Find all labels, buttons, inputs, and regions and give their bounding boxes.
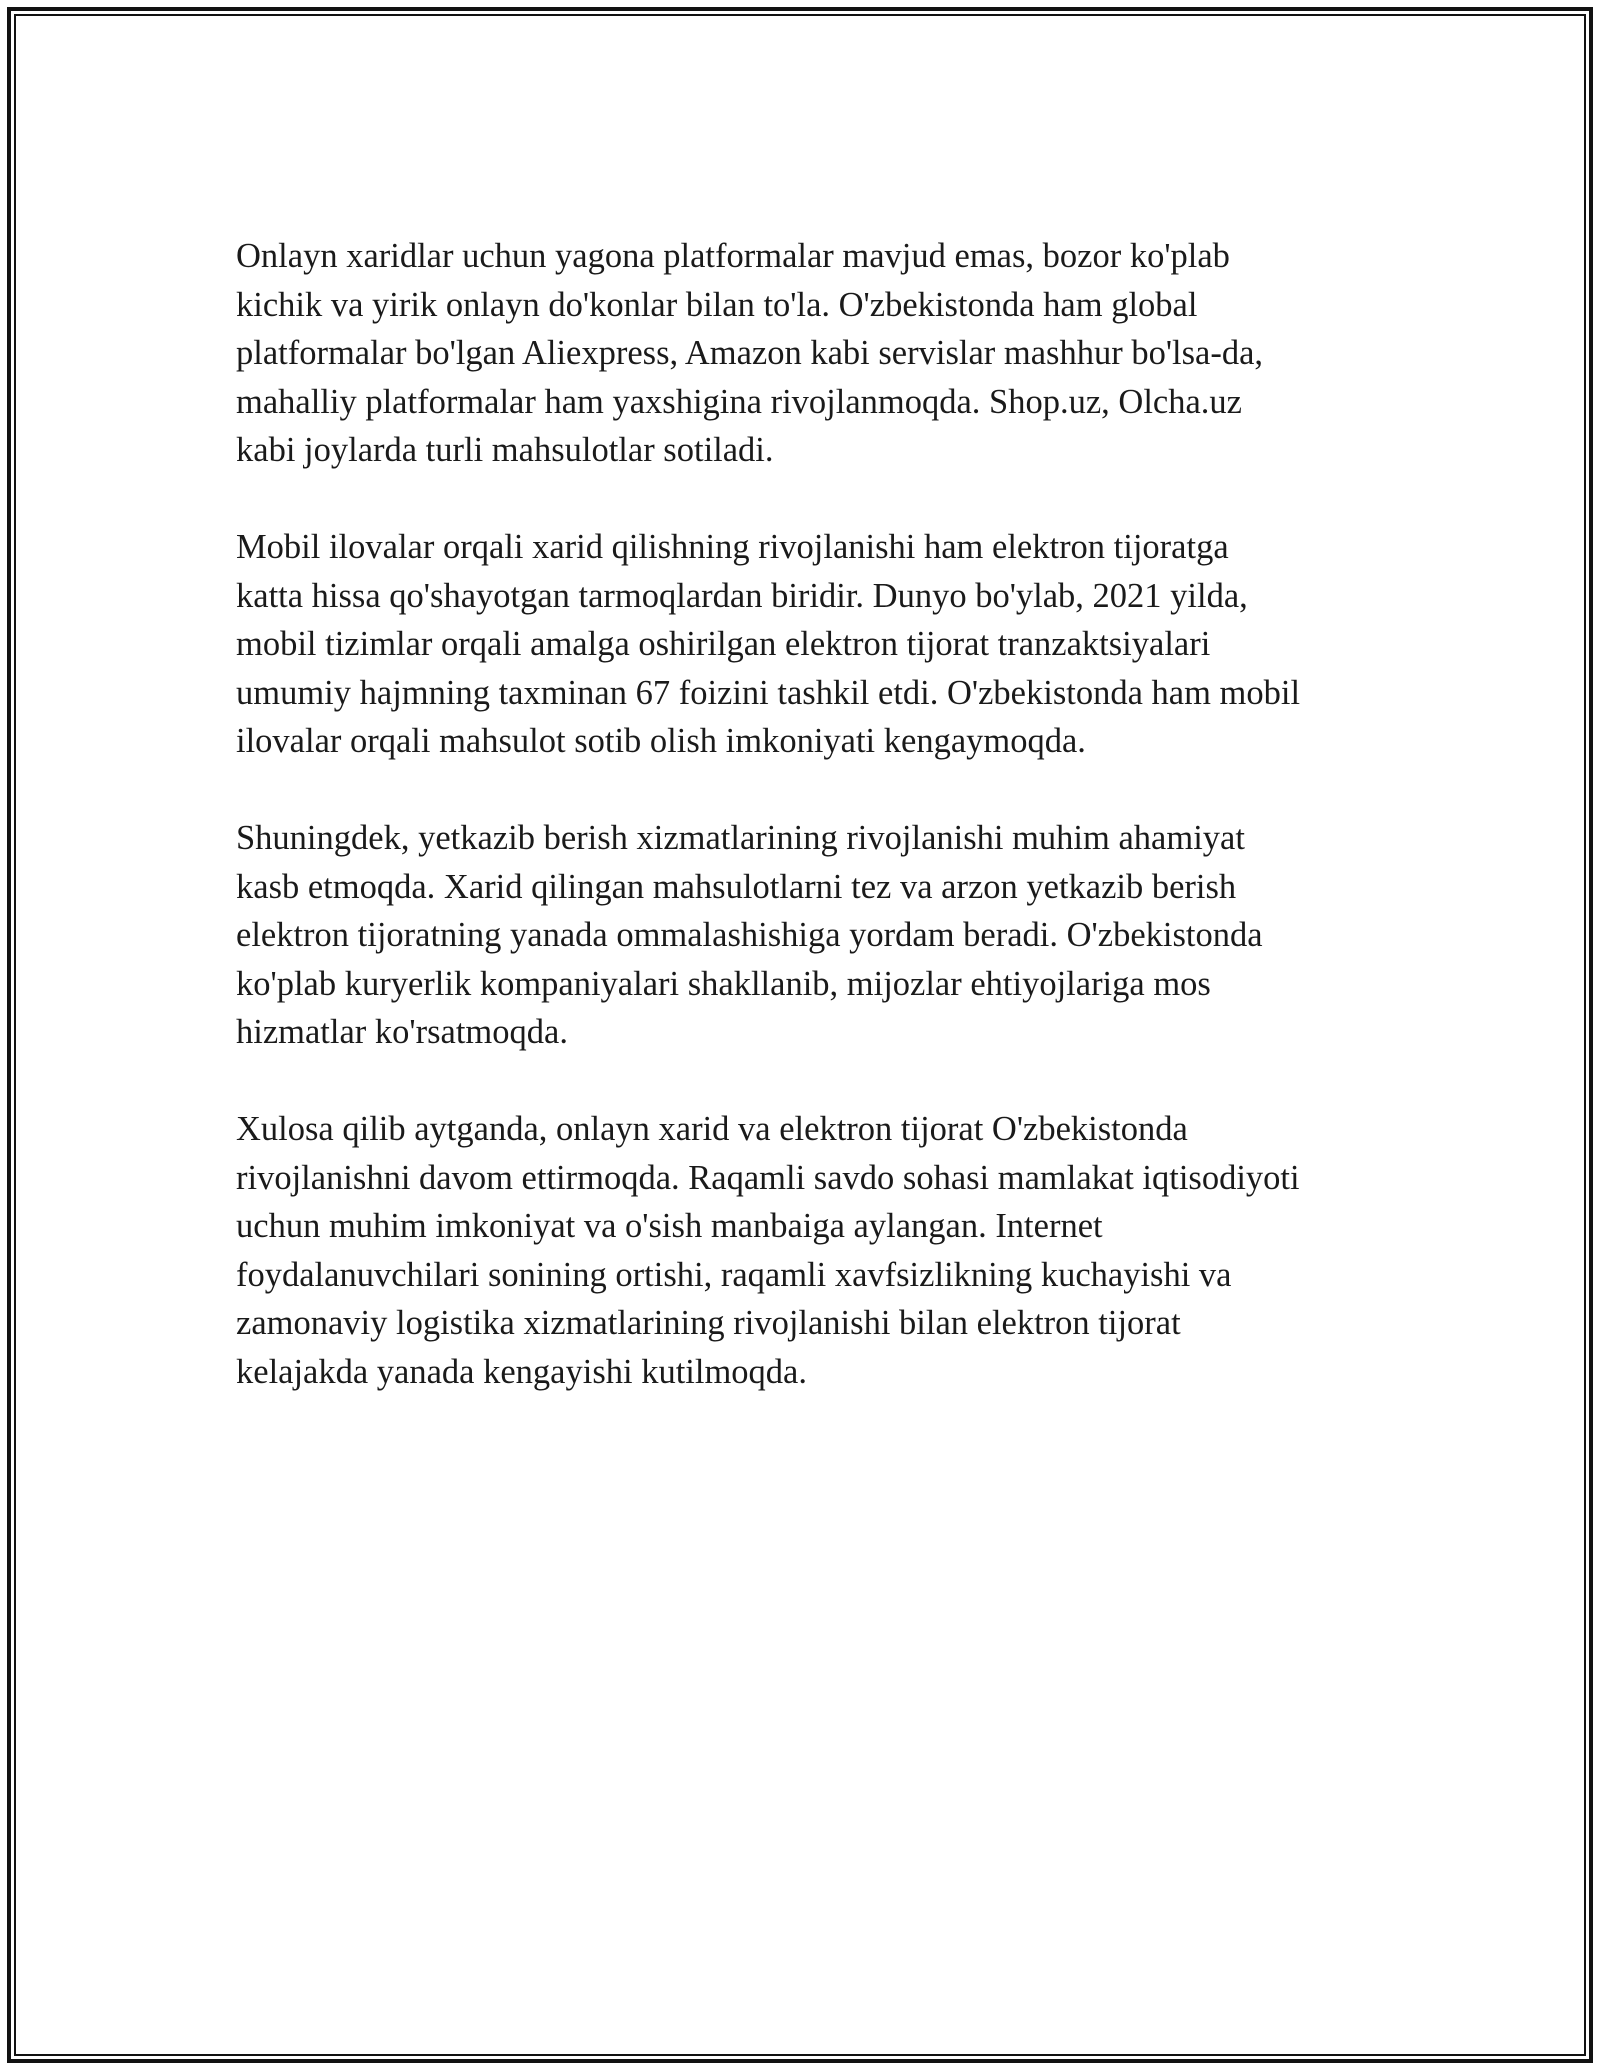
text-line: mobil tizimlar orqali amalga oshirilgan elektron tijorat tranzaktsiyalari <box>236 625 1211 663</box>
text-line: kasb etmoqda. Xarid qilingan mahsulotlarni tez va arzon yetkazib berish <box>236 867 1237 906</box>
text-line: Shuningdek, yetkazib berish xizmatlarining rivojlanishi muhim ahamiyat <box>236 819 1245 857</box>
text-line: ilovalar orqali mahsulot sotib olish imkoniyati kengaymoqda. <box>236 722 1086 760</box>
text-line: Xulosa qilib aytganda, onlayn xarid va elektron tijorat O'zbekistonda <box>236 1110 1188 1148</box>
text-line: rivojlanishni davom ettirmoqda. Raqamli savdo sohasi mamlakat iqtisodiyoti <box>236 1158 1300 1197</box>
text-line: platformalar bo'lgan Aliexpress, Amazon kabi servislar mashhur bo'lsa-da, <box>236 334 1264 372</box>
text-line: Onlayn xaridlar uchun yagona platformalar mavjud emas, bozor ko'plab <box>236 237 1230 275</box>
text-line: kelajakda yanada kengayishi kutilmoqda. <box>236 1352 807 1391</box>
text-line: ko'plab kuryerlik kompaniyalari shakllanib, mijozlar ehtiyojlariga mos <box>236 964 1211 1003</box>
text-line: hizmatlar ko'rsatmoqda. <box>236 1013 568 1051</box>
text-line: Mobil ilovalar orqali xarid qilishning rivojlanishi ham elektron tijoratga <box>236 528 1229 566</box>
text-line: katta hissa qo'shayotgan tarmoqlardan biridir. Dunyo bo'ylab, 2021 yilda, <box>236 576 1248 615</box>
text-line: zamonaviy logistika xizmatlarining rivojlanishi bilan elektron tijorat <box>236 1304 1181 1342</box>
paragraph-2 <box>236 523 1376 766</box>
text-line: kichik va yirik onlayn do'konlar bilan to'la. O'zbekistonda ham global <box>236 285 1198 324</box>
text-line: uchun muhim imkoniyat va o'sish manbaiga aylangan. Internet <box>236 1207 1103 1245</box>
text-line: mahalliy platformalar ham yaxshigina rivojlanmoqda. Shop.uz, Olcha.uz <box>236 382 1242 421</box>
paragraph-1 <box>236 232 1376 475</box>
paragraph-4 <box>236 1105 1376 1396</box>
paragraph-3 <box>236 814 1376 1057</box>
text-line: umumiy hajmning taxminan 67 foizini tashkil etdi. O'zbekistonda ham mobil <box>236 673 1301 712</box>
text-line: foydalanuvchilari sonining ortishi, raqamli xavfsizlikning kuchayishi va <box>236 1255 1232 1294</box>
text-line: kabi joylarda turli mahsulotlar sotiladi. <box>236 431 774 469</box>
document-body <box>236 232 1376 1445</box>
text-line: elektron tijoratning yanada ommalashishiga yordam beradi. O'zbekistonda <box>236 916 1263 954</box>
